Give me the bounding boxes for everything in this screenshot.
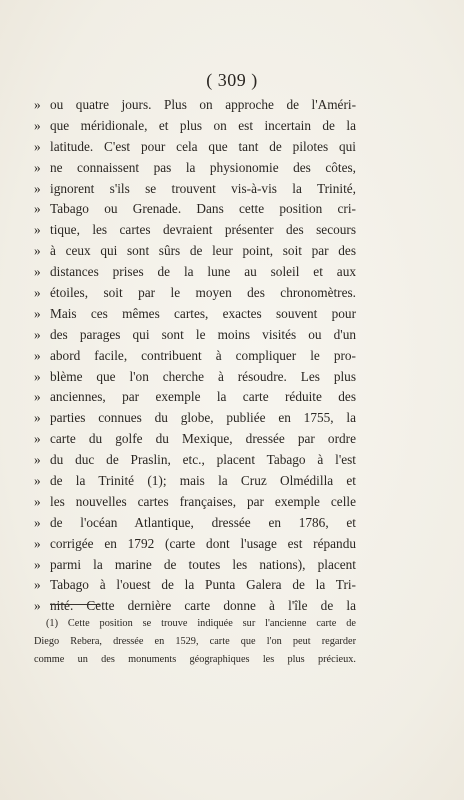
line-text: nité. Cette dernière carte donne à l'île de la bbox=[50, 598, 356, 614]
line-text: Tabago à l'ouest de la Punta Galera de la Tri- bbox=[50, 577, 356, 593]
quote-mark: » bbox=[34, 138, 41, 154]
quote-mark: » bbox=[34, 305, 41, 321]
line-text: de la Trinité (1); mais la Cruz Olmédilla et bbox=[50, 473, 356, 489]
line-text: distances prises de la lune au soleil et aux bbox=[50, 264, 356, 280]
line-text: anciennes, par exemple la carte réduite des bbox=[50, 389, 356, 405]
text-line bbox=[34, 408, 356, 429]
text-line bbox=[34, 241, 356, 262]
line-text: ou quatre jours. Plus on approche de l'Améri- bbox=[50, 97, 356, 112]
line-text: Tabago ou Grenade. Dans cette position cri- bbox=[50, 201, 356, 217]
line-text: tique, les cartes devraient présenter des secours bbox=[50, 222, 356, 238]
line-text: corrigée en 1792 (carte dont l'usage est répandu bbox=[50, 535, 356, 551]
line-text: des parages qui sont le moins visités ou d'un bbox=[50, 326, 356, 342]
text-line bbox=[34, 575, 356, 596]
text-line bbox=[34, 199, 356, 220]
quote-mark: » bbox=[34, 285, 41, 301]
quote-mark: » bbox=[34, 452, 41, 468]
quote-mark: » bbox=[34, 97, 41, 112]
quote-mark: » bbox=[34, 410, 41, 426]
line-text: abord facile, contribuent à compliquer le pro- bbox=[50, 347, 356, 363]
line-text: ignorent s'ils se trouvent vis-à-vis la Trinité, bbox=[50, 180, 356, 196]
text-line bbox=[34, 220, 356, 241]
quote-mark: » bbox=[34, 159, 41, 175]
text-line bbox=[34, 325, 356, 346]
quote-mark: » bbox=[34, 598, 41, 614]
quote-mark: » bbox=[34, 347, 41, 363]
text-line bbox=[34, 137, 356, 158]
text-line bbox=[34, 95, 356, 116]
line-text: latitude. C'est pour cela que tant de pilotes qui bbox=[50, 138, 356, 154]
quote-mark: » bbox=[34, 535, 41, 551]
line-text: étoiles, soit par le moyen des chronomètres. bbox=[50, 285, 356, 301]
line-text: parmi la marine de toutes les nations), placent bbox=[50, 556, 356, 572]
quote-mark: » bbox=[34, 389, 41, 405]
line-text: que méridionale, et plus on est incertain de la bbox=[50, 117, 356, 133]
line-text: carte du golfe du Mexique, dressée par ordre bbox=[50, 431, 356, 447]
text-line bbox=[34, 116, 356, 137]
text-line bbox=[34, 513, 356, 534]
text-line bbox=[34, 304, 356, 325]
footnote-line: comme un des monuments géographiques les plus précieux. bbox=[34, 654, 356, 665]
text-line bbox=[34, 534, 356, 555]
text-line bbox=[34, 429, 356, 450]
quote-mark: » bbox=[34, 368, 41, 384]
quote-mark: » bbox=[34, 201, 41, 217]
text-line bbox=[34, 262, 356, 283]
text-line bbox=[34, 179, 356, 200]
text-line bbox=[34, 492, 356, 513]
text-line bbox=[34, 367, 356, 388]
quote-mark: » bbox=[34, 326, 41, 342]
quote-mark: » bbox=[34, 180, 41, 196]
footnote-line: (1) Cette position se trouve indiquée sur l'ancienne carte de bbox=[46, 618, 356, 629]
text-line bbox=[34, 471, 356, 492]
text-line bbox=[34, 387, 356, 408]
main-text bbox=[34, 95, 356, 617]
text-line bbox=[34, 450, 356, 471]
quote-mark: » bbox=[34, 556, 41, 572]
text-line bbox=[34, 283, 356, 304]
quote-mark: » bbox=[34, 264, 41, 280]
line-text: du duc de Praslin, etc., placent Tabago à l'est bbox=[50, 452, 356, 468]
quote-mark: » bbox=[34, 243, 41, 259]
quote-mark: » bbox=[34, 473, 41, 489]
quote-mark: » bbox=[34, 514, 41, 530]
line-text: ne connaissent pas la physionomie des côtes, bbox=[50, 159, 356, 175]
line-text: Mais ces mêmes cartes, exactes souvent pour bbox=[50, 305, 356, 321]
footnote-line: Diego Rebera, dressée en 1529, carte que l'on peut regarder bbox=[34, 636, 356, 647]
line-text: les nouvelles cartes françaises, par exemple celle bbox=[50, 493, 356, 509]
quote-mark: » bbox=[34, 222, 41, 238]
text-line bbox=[34, 555, 356, 576]
line-text: blème que l'on cherche à résoudre. Les plus bbox=[50, 368, 356, 384]
line-text: à ceux qui sont sûrs de leur point, soit par des bbox=[50, 243, 356, 259]
text-line bbox=[34, 158, 356, 179]
quote-mark: » bbox=[34, 431, 41, 447]
page-number: ( 309 ) bbox=[206, 70, 258, 90]
quote-mark: » bbox=[34, 577, 41, 593]
footnote-divider bbox=[50, 604, 100, 605]
line-text: parties connues du globe, publiée en 1755, la bbox=[50, 410, 356, 426]
footnote bbox=[34, 615, 356, 669]
line-text: de l'océan Atlantique, dressée en 1786, et bbox=[50, 514, 356, 530]
quote-mark: » bbox=[34, 117, 41, 133]
text-line bbox=[34, 346, 356, 367]
quote-mark: » bbox=[34, 493, 41, 509]
